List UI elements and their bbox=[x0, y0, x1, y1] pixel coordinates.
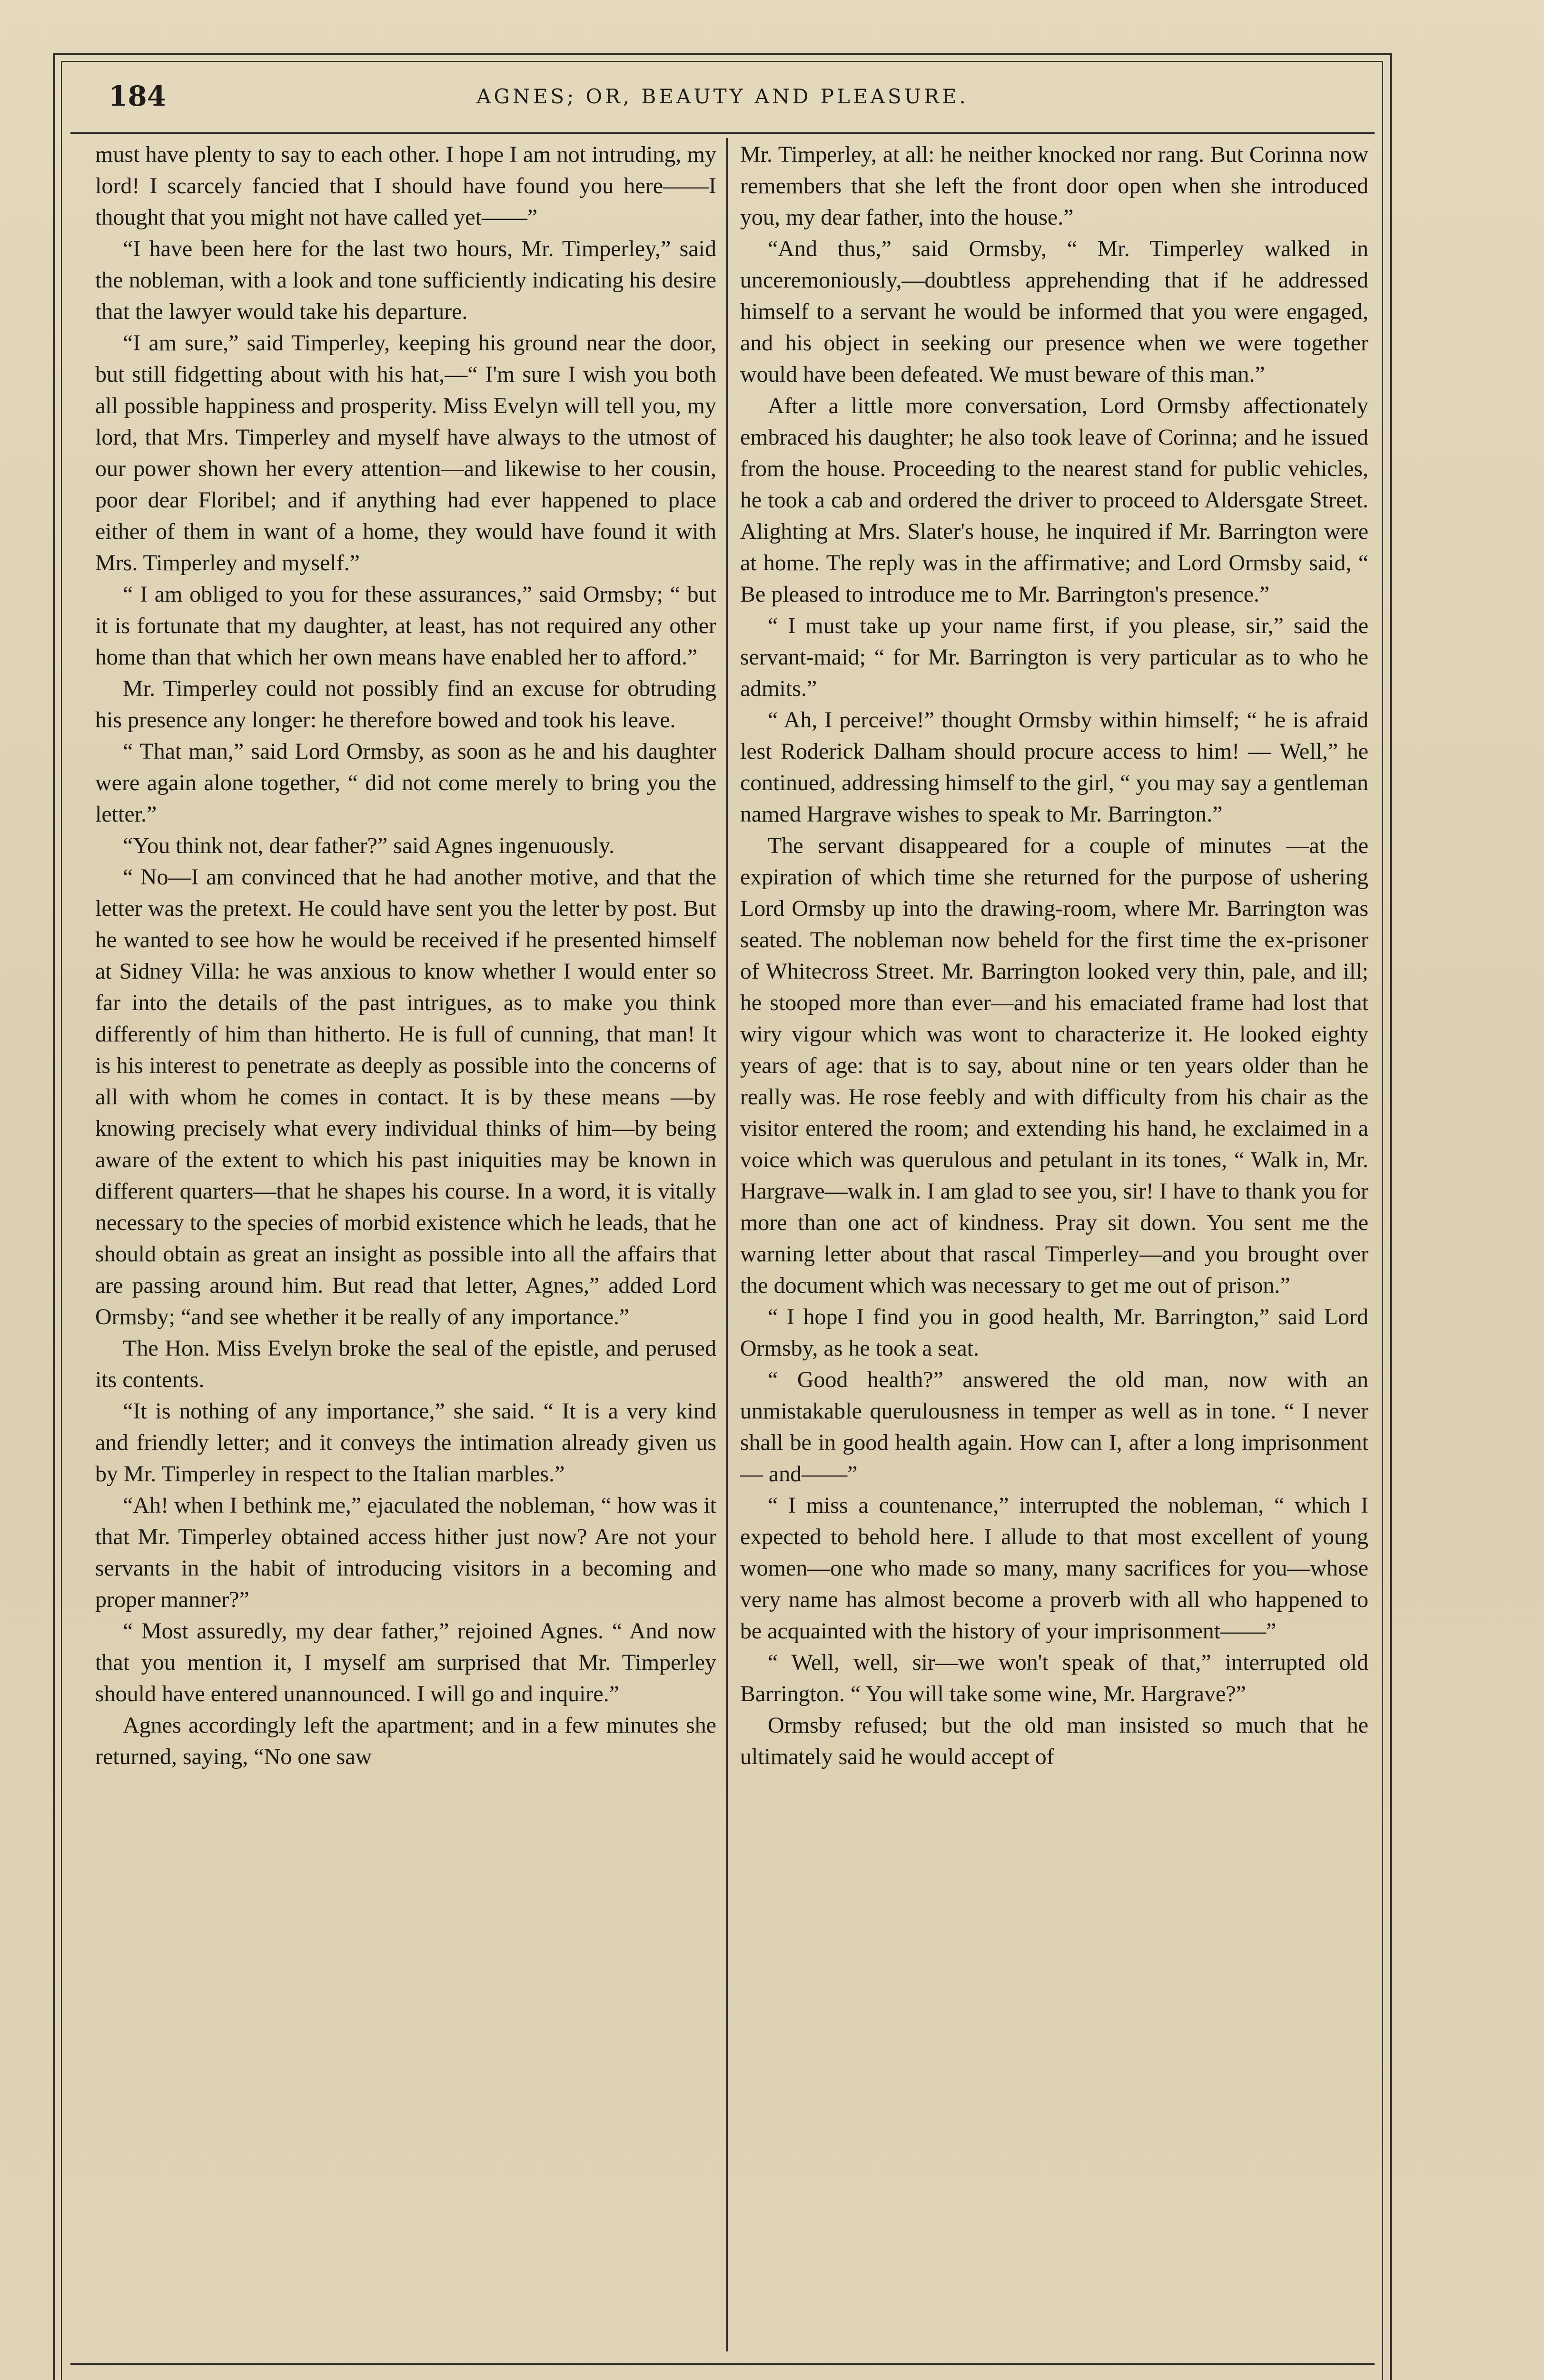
paragraph: The Hon. Miss Evelyn broke the seal of the epistle, and perused its contents. bbox=[95, 1336, 716, 1392]
paragraph: “I have been here for the last two hours, Mr. Timperley,” said the nobleman, with a look and tone sufficiently indicating his desire that the lawyer would take his departure. bbox=[95, 236, 716, 324]
paragraph: “ Most assuredly, my dear father,” rejoined Agnes. “ And now that you mention it, I myself am surprised that Mr. Timperley should have entered unannounced. I will go and inquire.” bbox=[95, 1618, 716, 1706]
paragraph: “ I am obliged to you for these assurances,” said Ormsby; “ but it is fortunate that my daughter, at least, has not required any other home than that which her own means have enabled her to afford.” bbox=[95, 582, 716, 670]
header-rule bbox=[70, 132, 1375, 134]
running-title: AGNES; OR, BEAUTY AND PLEASURE. bbox=[476, 85, 969, 108]
paragraph: “And thus,” said Ormsby, “ Mr. Timperley walked in unceremoniously,—doubtless apprehending that if he addressed himself to a servant he would be informed that you were engaged, and his object in seeking our presence when we were together would have been defeated. We must beware of this man.” bbox=[740, 236, 1368, 387]
column-divider bbox=[726, 138, 728, 2351]
paragraph: must have plenty to say to each other. I hope I am not intruding, my lord! I scarcely fancied that I should have found you here——I thought that you might not have called yet——” bbox=[95, 142, 716, 230]
footer-rule bbox=[70, 2363, 1375, 2365]
paragraph: “You think not, dear father?” said Agnes ingenuously. bbox=[123, 833, 615, 858]
paragraph: “ Well, well, sir—we won't speak of that,” interrupted old Barrington. “ You will take some wine, Mr. Hargrave?” bbox=[740, 1650, 1368, 1706]
paragraph: “ That man,” said Lord Ormsby, as soon as he and his daughter were again alone together, “ did not come merely to bring you the letter.” bbox=[95, 739, 716, 827]
paragraph: “ I hope I find you in good health, Mr. Barrington,” said Lord Ormsby, as he took a seat. bbox=[740, 1304, 1368, 1361]
margin-mark bbox=[1390, 2280, 1392, 2361]
left-column bbox=[95, 139, 716, 2333]
paragraph: Ormsby refused; but the old man insisted so much that he ultimately said he would accept of bbox=[740, 1713, 1368, 1769]
paragraph: “ Good health?” answered the old man, now with an unmistakable querulousness in temper as well as in tone. “ I never shall be in good health again. How can I, after a long imprisonment— and——” bbox=[740, 1367, 1368, 1487]
right-column bbox=[740, 139, 1368, 2333]
paragraph: “Ah! when I bethink me,” ejaculated the nobleman, “ how was it that Mr. Timperley obtained access hither just now? Are not your servants in the habit of introducing visitors in a becoming and proper manner?” bbox=[95, 1493, 716, 1612]
paragraph: “ No—I am convinced that he had another motive, and that the letter was the pretext. He could have sent you the letter by post. But he wanted to see how he would be received if he presented himself at Sidney Villa: he was anxious to know whether I would enter so far into the details of the past intrigues, as to make you think differently of him than hitherto. He is full of cunning, that man! It is his interest to penetrate as deeply as possible into the concerns of all with whom he comes in contact. It is by these means —by knowing precisely what every individual thinks of him—by being aware of the extent to which his past iniquities may be known in different quarters—that he shapes his course. In a word, it is vitally necessary to the species of morbid existence which he leads, that he should obtain as great an insight as possible into all the affairs that are passing around him. But read that letter, Agnes,” added Lord Ormsby; “and see whether it be really of any importance.” bbox=[95, 864, 716, 1329]
page-number: 184 bbox=[109, 80, 167, 112]
paragraph: The servant disappeared for a couple of minutes —at the expiration of which time she returned for the purpose of ushering Lord Ormsby up into the drawing-room, where Mr. Barrington was seated. The nobleman now beheld for the first time the ex-prisoner of Whitecross Street. Mr. Barrington looked very thin, pale, and ill; he stooped more than ever—and his emaciated frame had lost that wiry vigour which was wont to characterize it. He looked eighty years of age: that is to say, about nine or ten years older than he really was. He rose feebly and with difficulty from his chair as the visitor entered the room; and extending his hand, he exclaimed in a voice which was querulous and petulant in its tones, “ Walk in, Mr. Hargrave—walk in. I am glad to see you, sir! I have to thank you for more than one act of kindness. Pray sit down. You sent me the warning letter about that rascal Timperley—and you brought over the document which was necessary to get me out of prison.” bbox=[740, 833, 1368, 1298]
page-header bbox=[70, 80, 1375, 118]
paragraph: “ Ah, I perceive!” thought Ormsby within himself; “ he is afraid lest Roderick Dalham should procure access to him! — Well,” he continued, addressing himself to the girl, “ you may say a gentleman named Hargrave wishes to speak to Mr. Barrington.” bbox=[740, 707, 1368, 827]
paragraph: “ I must take up your name first, if you please, sir,” said the servant-maid; “ for Mr. Barrington is very particular as to who he admits.” bbox=[740, 613, 1368, 701]
paragraph: Mr. Timperley, at all: he neither knocked nor rang. But Corinna now remembers that she left the front door open when she introduced you, my dear father, into the house.” bbox=[740, 142, 1368, 230]
paragraph: Agnes accordingly left the apartment; and in a few minutes she returned, saying, “No one saw bbox=[95, 1713, 716, 1769]
paragraph: Mr. Timperley could not possibly find an excuse for obtruding his presence any longer: he therefore bowed and took his leave. bbox=[95, 676, 716, 733]
paragraph: “It is nothing of any importance,” she said. “ It is a very kind and friendly letter; and it conveys the intimation already given us by Mr. Timperley in respect to the Italian marbles.” bbox=[95, 1398, 716, 1487]
paragraph: “ I miss a countenance,” interrupted the nobleman, “ which I expected to behold here. I allude to that most excellent of young women—one who made so many, many sacrifices for you—whose very name has almost become a proverb with all who happened to be acquainted with the history of your imprisonment——” bbox=[740, 1493, 1368, 1644]
paragraph: After a little more conversation, Lord Ormsby affectionately embraced his daughter; he also took leave of Corinna; and he issued from the house. Proceeding to the nearest stand for public vehicles, he took a cab and ordered the driver to proceed to Aldersgate Street. Alighting at Mrs. Slater's house, he inquired if Mr. Barrington were at home. The reply was in the affirmative; and Lord Ormsby said, “ Be pleased to introduce me to Mr. Barrington's presence.” bbox=[740, 393, 1368, 607]
paragraph: “I am sure,” said Timperley, keeping his ground near the door, but still fidgetting about with his hat,—“ I'm sure I wish you both all possible happiness and prosperity. Miss Evelyn will tell you, my lord, that Mrs. Timperley and myself have always to the utmost of our power shown her every attention—and likewise to her cousin, poor dear Floribel; and if anything had ever happened to place either of them in want of a home, they would have found it with Mrs. Timperley and myself.” bbox=[95, 330, 716, 575]
